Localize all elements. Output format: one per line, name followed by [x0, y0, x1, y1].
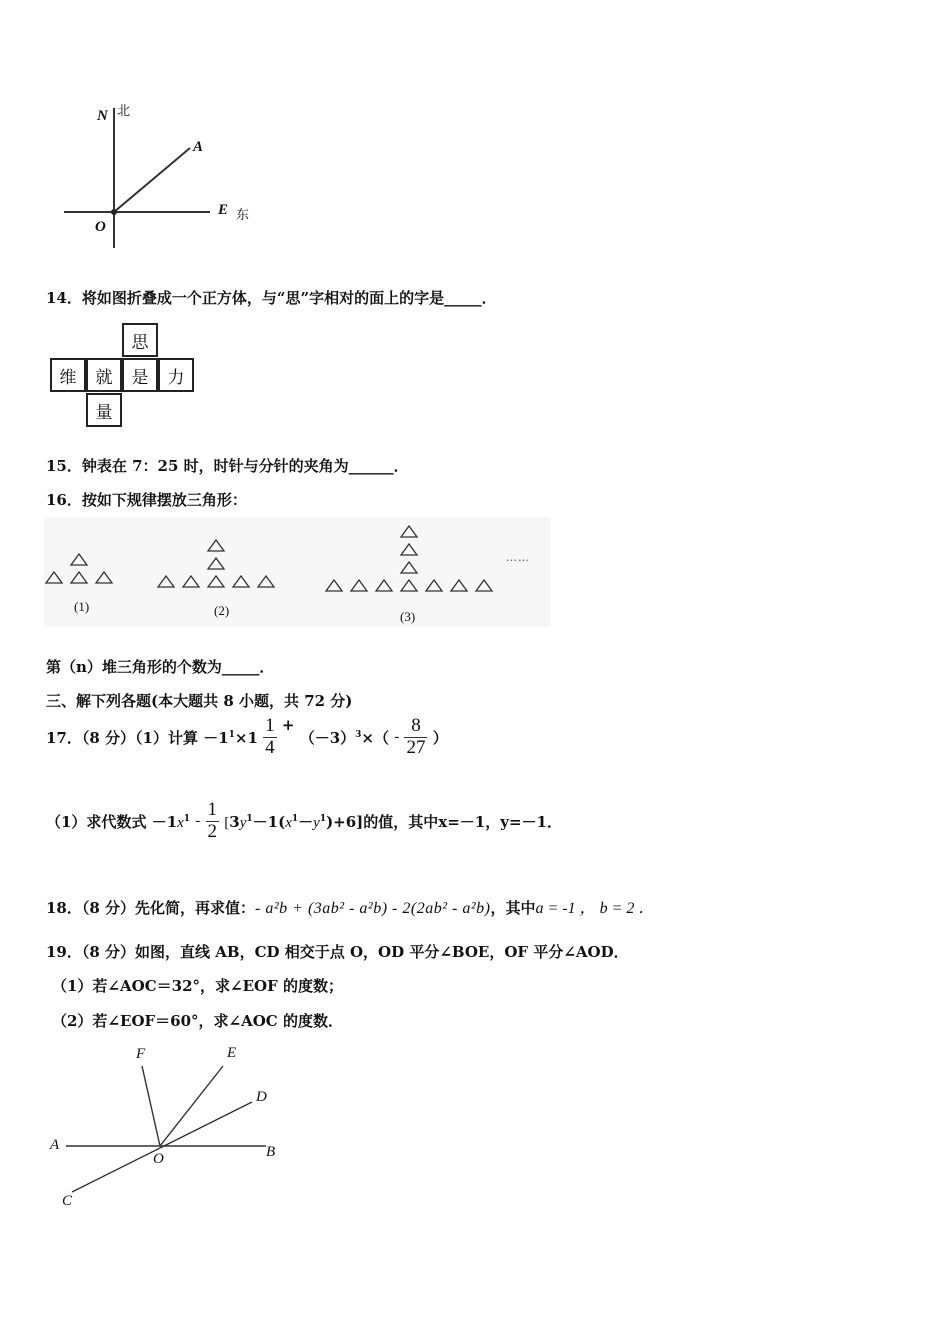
- line-cd: [72, 1102, 252, 1192]
- q17-expr-b: ×1: [234, 728, 258, 747]
- q17-p2-cond: x=－1，y=－1．: [438, 812, 562, 831]
- caption-3: (3): [400, 609, 416, 624]
- triangle-pile1-col-1: [71, 554, 87, 565]
- q17-p2-frac-den: 2: [207, 820, 218, 842]
- label-e2: E: [227, 1045, 237, 1061]
- q14-blank: _____: [444, 289, 482, 307]
- q17-p2-sup2: 1: [246, 813, 253, 824]
- q17-frac2-den: 27: [406, 736, 426, 758]
- q17-fraction-1: [263, 716, 277, 759]
- q17-p2-d: －1(: [252, 812, 286, 831]
- triangle-pile3-row-5: [426, 580, 442, 591]
- label-d: D: [256, 1089, 267, 1105]
- label-f: F: [136, 1046, 146, 1062]
- q15-blank: ______: [348, 457, 394, 475]
- triangle-pile3-row-3: [376, 580, 392, 591]
- q17-p2-sup3: 1: [291, 813, 299, 824]
- q17-p2-x: x: [177, 814, 184, 831]
- q17-p2-a: －1: [151, 812, 178, 831]
- ray-oa: [114, 148, 190, 212]
- section-3-title: [46, 690, 352, 711]
- net-cell-jiu: 就: [86, 358, 122, 392]
- q17-p2-y2: y: [313, 814, 320, 831]
- triangle-pile1-row-2: [71, 572, 87, 583]
- triangle-pattern-figure: [44, 517, 550, 627]
- q15-text: 15．钟表在 7：25 时，时针与分针的夹角为: [46, 457, 349, 475]
- q17-sup-d: 3: [355, 729, 362, 740]
- q17-p2-y: y: [239, 814, 247, 831]
- triangle-pile3-row-6: [451, 580, 467, 591]
- q19-text: 19．（8 分）如图，直线 AB，CD 相交于点 O，OD 平分∠BOE，OF 平分∠AOD．: [46, 943, 629, 961]
- question-18: [46, 895, 654, 918]
- q17-expr-f: ）: [432, 728, 448, 747]
- q16-text: 16．按如下规律摆放三角形：: [46, 491, 247, 509]
- q16-blank: _____: [221, 658, 260, 676]
- triangle-pile2-row-3: [208, 576, 224, 587]
- triangle-pile2-row-1: [158, 576, 174, 587]
- question-19-part1: [52, 975, 343, 996]
- question-16: [46, 489, 247, 510]
- q14-text: 14．将如图折叠成一个正方体，与“思”字相对的面上的字是: [46, 289, 445, 307]
- angle-figure: [40, 1040, 300, 1220]
- question-17-part2: [46, 800, 562, 843]
- label-a2: A: [50, 1137, 60, 1153]
- triangle-pile2-col-1: [208, 558, 224, 569]
- q18-cond-label: ，其中: [490, 899, 536, 917]
- caption-1: (1): [74, 599, 90, 614]
- q17-p2-sup1: 1: [183, 813, 191, 824]
- q17-p2-fraction: [206, 800, 220, 843]
- q17-p2-minus: -: [195, 812, 201, 829]
- triangle-pattern-svg: [44, 517, 550, 627]
- triangle-pile3-col-2: [401, 544, 417, 555]
- q17-expr-a: －1: [203, 728, 229, 747]
- ray-oe: [160, 1066, 223, 1146]
- net-cell-si: 思: [122, 323, 158, 357]
- label-b: B: [266, 1144, 276, 1160]
- q16-question: 第（n）堆三角形的个数为: [46, 658, 222, 676]
- q17-minus: -: [394, 728, 400, 745]
- compass-figure: [60, 96, 270, 256]
- q17-frac1-den: 4: [265, 736, 275, 758]
- label-o: O: [95, 219, 106, 235]
- question-16-prompt: [46, 656, 274, 677]
- label-north-cn: 北: [117, 104, 131, 119]
- q16-end: ．: [259, 658, 275, 676]
- net-cell-shi: 是: [122, 358, 158, 392]
- label-c: C: [62, 1193, 73, 1209]
- q18-label: 18．（8 分）先化简，再求值：: [46, 899, 256, 917]
- q17-part2-label: （1）求代数式: [46, 812, 147, 831]
- net-cell-liang: 量: [86, 393, 122, 427]
- net-cell-wei: 维: [50, 358, 86, 392]
- ray-of: [142, 1066, 160, 1146]
- triangle-pile2-row-4: [233, 576, 249, 587]
- question-19-part2: [52, 1010, 343, 1031]
- q19-part1-text: （1）若∠AOC＝32°，求∠EOF 的度数；: [52, 977, 343, 995]
- q17-p2-x2: x: [285, 814, 292, 831]
- label-e: E: [218, 202, 229, 218]
- label-a: A: [193, 139, 204, 155]
- q17-p2-f: )+6]的值，其中: [326, 812, 439, 831]
- q17-expr-d: （－3）: [299, 728, 356, 747]
- question-19: [46, 941, 629, 962]
- q19-part2-text: （2）若∠EOF＝60°，求∠AOC 的度数．: [52, 1012, 343, 1030]
- q17-expr-c: +: [281, 716, 295, 734]
- q17-p2-frac-num: 1: [207, 799, 218, 820]
- question-17: [46, 716, 448, 759]
- q18-expression: - a²b + (3ab² - a²b) - 2(2ab² - a²b): [255, 900, 491, 917]
- q17-p2-b: [: [224, 814, 230, 831]
- q17-expr-e: ×（: [361, 728, 389, 747]
- q17-p2-c: 3: [229, 812, 240, 831]
- triangle-pile2-col-2: [208, 540, 224, 551]
- q17-p2-sup4: 1: [319, 813, 327, 824]
- label-n: N: [97, 108, 108, 124]
- triangle-pile3-row-2: [351, 580, 367, 591]
- question-14: [46, 287, 497, 308]
- q14-end: ．: [481, 289, 497, 307]
- triangle-pile3-row-1: [326, 580, 342, 591]
- caption-2: (2): [214, 603, 230, 618]
- triangle-pile2-row-2: [183, 576, 199, 587]
- q17-sup-a: 1: [228, 729, 235, 740]
- q17-frac2-num: 8: [404, 716, 427, 738]
- label-east-cn: 东: [236, 208, 250, 223]
- ellipsis: ……: [506, 551, 530, 564]
- triangle-pile2-row-5: [258, 576, 274, 587]
- question-15: [46, 455, 409, 476]
- triangle-pile3-col-1: [401, 562, 417, 573]
- section-3-text: 三、解下列各题(本大题共 8 小题，共 72 分): [46, 692, 353, 710]
- q15-end: ．: [393, 457, 409, 475]
- q17-label: 17．（8 分）（1）计算: [46, 728, 198, 747]
- q17-p2-e: －: [298, 812, 314, 831]
- triangle-pile3-col-3: [401, 526, 417, 537]
- net-cell-li: 力: [158, 358, 194, 392]
- triangle-pile1-row-3: [96, 572, 112, 583]
- q18-condition: a = -1 ， b = 2 ．: [535, 900, 655, 917]
- origin-point: [111, 209, 117, 215]
- triangle-pile3-row-4: [401, 580, 417, 591]
- triangle-pile3-row-7: [476, 580, 492, 591]
- triangle-pile1-row-1: [46, 572, 62, 583]
- q17-fraction-2: [404, 716, 427, 759]
- label-o2: O: [153, 1151, 164, 1167]
- q17-frac1-num: 1: [265, 715, 275, 736]
